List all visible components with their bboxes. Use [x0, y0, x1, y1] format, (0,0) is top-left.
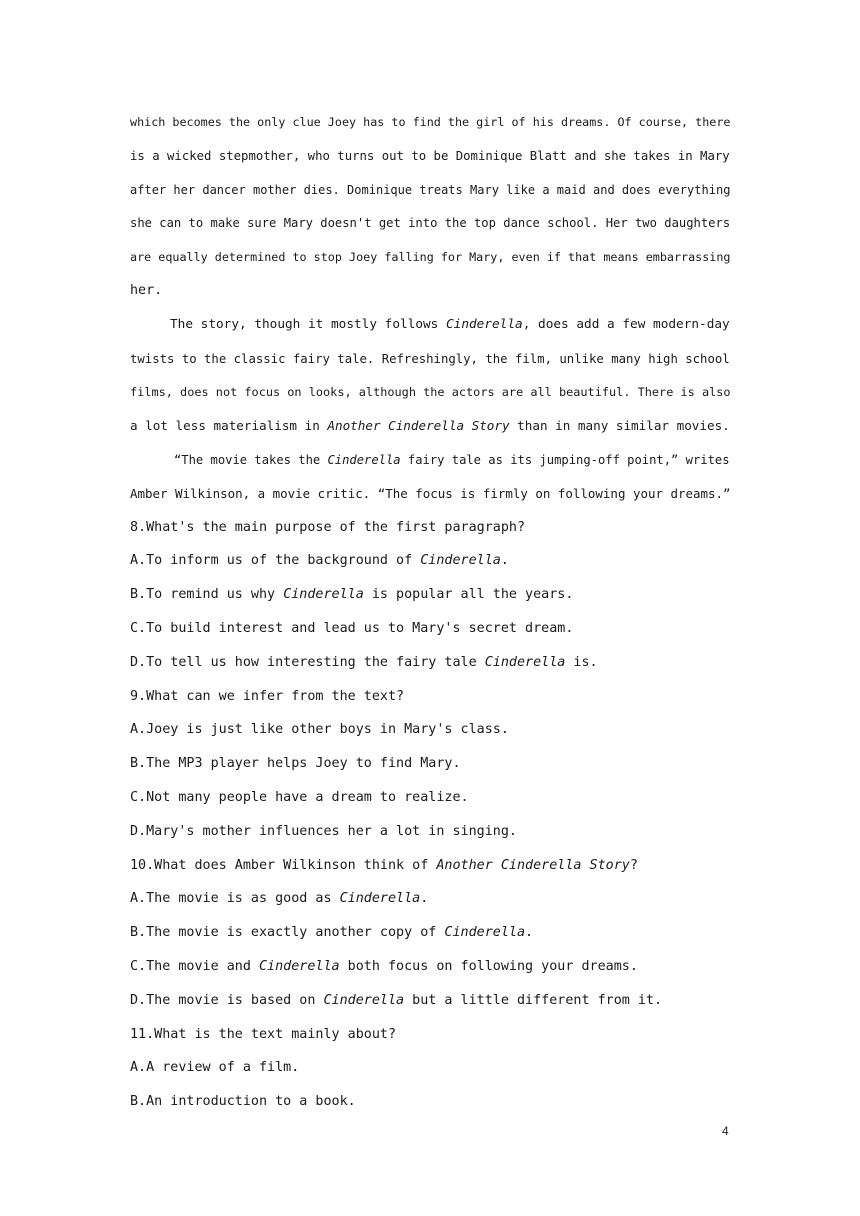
paragraph-1-line-4: she can to make sure Mary doesn't get into the top dance school. Her two daughters: [130, 216, 731, 231]
question-9-option-d: D.Mary's mother influences her a lot in singing.: [130, 823, 517, 839]
paragraph-1-line-1: which becomes the only clue Joey has to find the girl of his dreams. Of course, there: [130, 115, 731, 129]
paragraph-3-line-1: “The movie takes the Cinderella fairy tale as its jumping-off point,” writes: [174, 452, 730, 467]
italic-title: Cinderella: [444, 925, 526, 941]
question-9-stem: 9.What can we infer from the text?: [130, 688, 405, 704]
paragraph-2-line-4: a lot less materialism in Another Cinderella Story than in many similar movies.: [130, 418, 730, 434]
paragraph-2-line-2: twists to the classic fairy tale. Refreshingly, the film, unlike many high school: [130, 351, 730, 366]
question-10-option-d: D.The movie is based on Cinderella but a little different from it.: [130, 992, 663, 1008]
paragraph-3-line-2: Amber Wilkinson, a movie critic. “The focus is firmly on following your dreams.”: [130, 485, 731, 501]
question-9-option-b: B.The MP3 player helps Joey to find Mary.: [130, 756, 461, 772]
italic-title: Cinderella: [420, 553, 501, 569]
question-8-option-d: D.To tell us how interesting the fairy tale Cinderella is.: [130, 654, 598, 670]
paragraph-1-line-6: her.: [130, 282, 163, 298]
italic-title: Cinderella: [327, 452, 401, 467]
question-8-option-c: C.To build interest and lead us to Mary's secret dream.: [130, 620, 574, 636]
question-8-option-b: B.To remind us why Cinderella is popular all the years.: [130, 587, 574, 603]
question-8-stem: 8.What's the main purpose of the first paragraph?: [130, 519, 526, 535]
italic-title: Cinderella: [339, 891, 421, 907]
question-10-option-a: A.The movie is as good as Cinderella.: [130, 891, 429, 907]
italic-title: Cinderella: [323, 992, 405, 1008]
paragraph-1-line-3: after her dancer mother dies. Dominique treats Mary like a maid and does everything: [130, 182, 731, 197]
italic-title: Cinderella: [283, 587, 364, 603]
italic-title: Another Cinderella Story: [327, 418, 510, 434]
page-number: 4: [722, 1124, 729, 1138]
question-10-option-c: C.The movie and Cinderella both focus on following your dreams.: [130, 958, 638, 974]
question-10-option-b: B.The movie is exactly another copy of Cinderella.: [130, 925, 534, 941]
question-11-option-a: A.A review of a film.: [130, 1060, 300, 1076]
paragraph-1-line-5: are equally determined to stop Joey falling for Mary, even if that means embarrassing: [130, 250, 731, 265]
paragraph-2-line-1: The story, though it mostly follows Cinderella, does add a few modern-day: [170, 316, 730, 332]
question-10-stem: 10.What does Amber Wilkinson think of Another Cinderella Story?: [130, 857, 638, 873]
italic-title: Cinderella: [446, 316, 523, 332]
question-9-option-a: A.Joey is just like other boys in Mary's class.: [130, 722, 509, 738]
italic-title: Cinderella: [484, 654, 566, 670]
paragraph-1-line-2: is a wicked stepmother, who turns out to be Dominique Blatt and she takes in Mary: [130, 148, 730, 163]
page-body: [130, 109, 730, 1123]
question-8-option-a: A.To inform us of the background of Cinderella.: [130, 553, 509, 569]
italic-title: Another Cinderella Story: [436, 857, 630, 873]
italic-title: Cinderella: [259, 958, 340, 974]
question-11-stem: 11.What is the text mainly about?: [130, 1026, 397, 1042]
question-9-option-c: C.Not many people have a dream to realize.: [130, 789, 469, 805]
paragraph-2-line-3: films, does not focus on looks, although the actors are all beautiful. There is also: [130, 385, 731, 400]
question-11-option-b: B.An introduction to a book.: [130, 1094, 356, 1110]
